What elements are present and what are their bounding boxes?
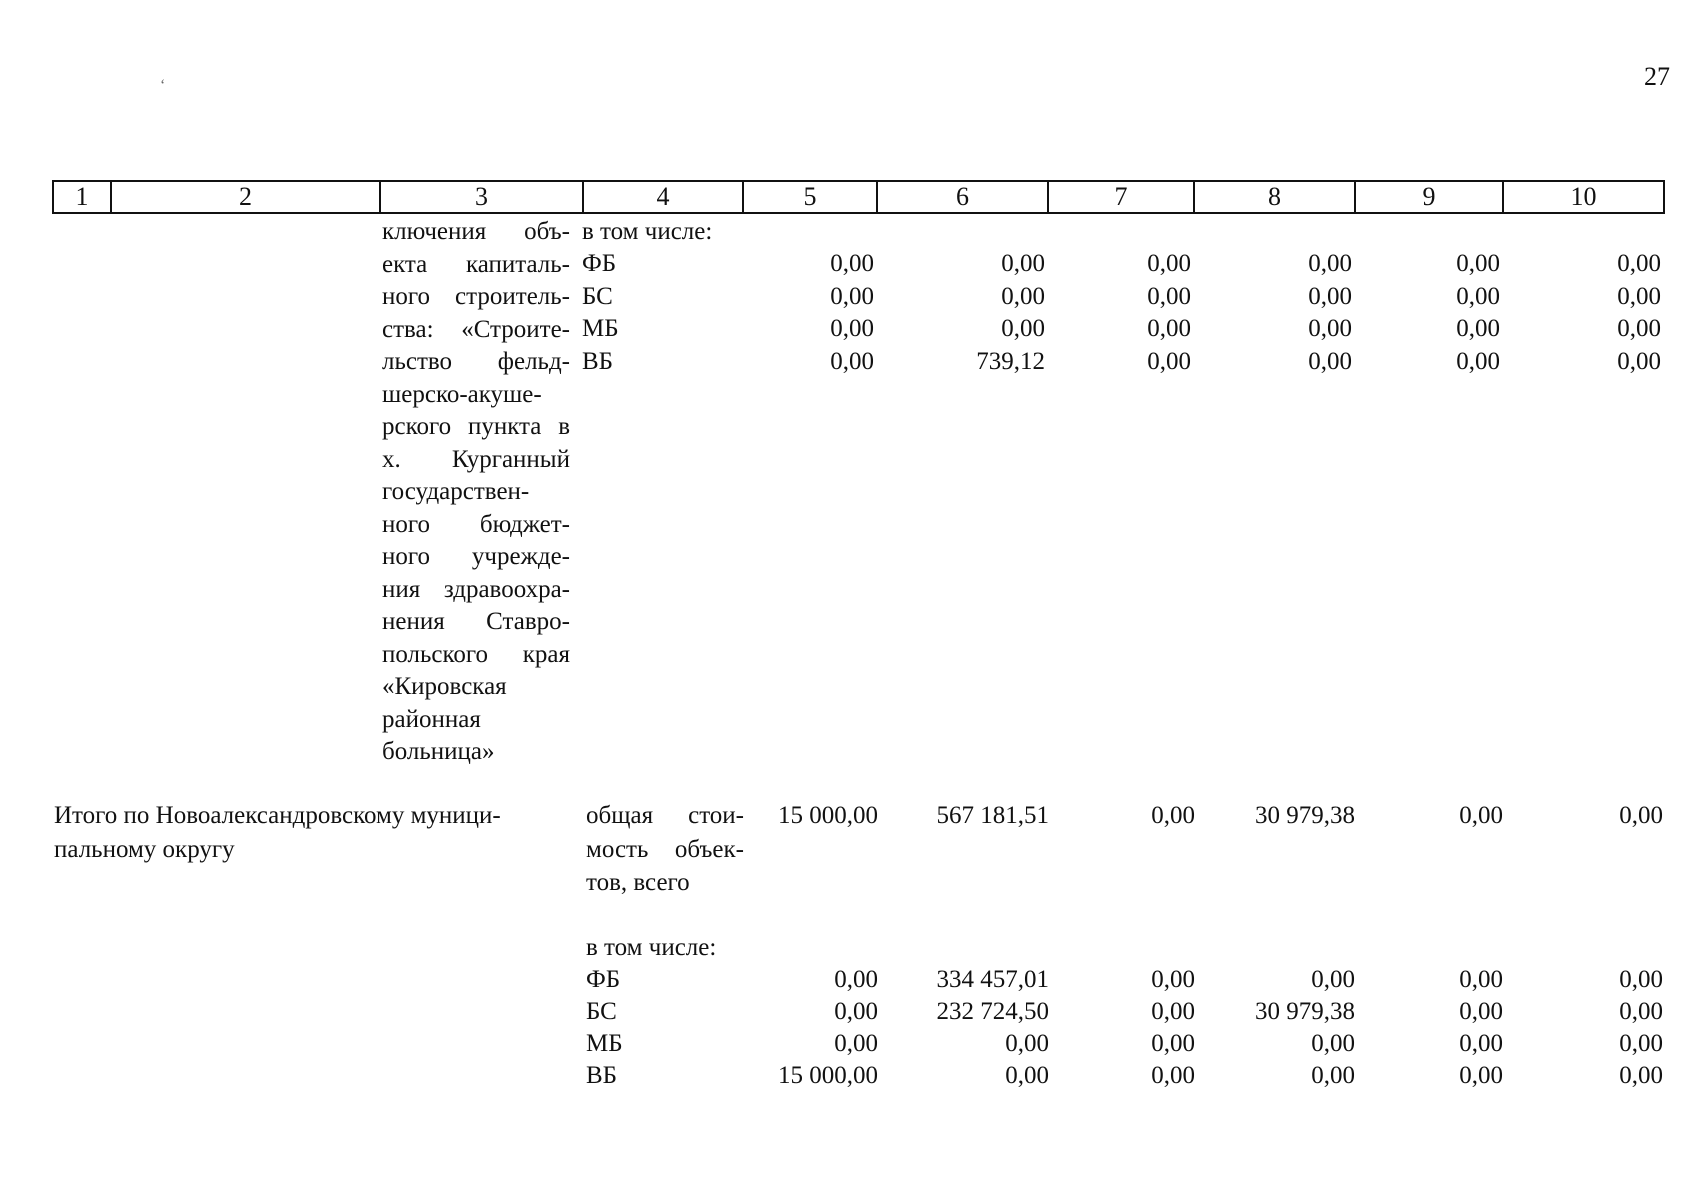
total-value-cell: 0,00 bbox=[1459, 998, 1503, 1025]
total-source-label-bs: БС bbox=[586, 998, 617, 1025]
header-col-8: 8 bbox=[1194, 181, 1355, 213]
total-value-cell: 0,00 bbox=[1459, 966, 1503, 993]
value-cell: 0,00 bbox=[1001, 250, 1045, 277]
total-value-cell: 0,00 bbox=[1459, 802, 1503, 829]
total-value-cell: 15 000,00 bbox=[778, 1062, 878, 1089]
value-cell: 0,00 bbox=[1308, 250, 1352, 277]
total-source-label-vb: ВБ bbox=[586, 1062, 618, 1089]
value-cell: 0,00 bbox=[1147, 348, 1191, 375]
total-value-cell: 0,00 bbox=[834, 998, 878, 1025]
header-col-10: 10 bbox=[1503, 181, 1664, 213]
source-label-fb: ФБ bbox=[582, 250, 617, 277]
total-value-cell: 0,00 bbox=[834, 966, 878, 993]
object-line: больница» bbox=[382, 738, 495, 765]
column-number-header bbox=[52, 180, 1665, 214]
value-cell: 0,00 bbox=[1456, 283, 1500, 310]
total-cost-line: общая стои- bbox=[586, 802, 744, 829]
header-col-5: 5 bbox=[743, 181, 877, 213]
header-col-7: 7 bbox=[1048, 181, 1194, 213]
object-line: шерско-акуше- bbox=[382, 380, 542, 408]
object-line: польского края bbox=[382, 640, 570, 668]
total-value-cell: 0,00 bbox=[1005, 1030, 1049, 1057]
value-cell: 0,00 bbox=[1456, 348, 1500, 375]
value-cell: 0,00 bbox=[830, 348, 874, 375]
object-line: ключения объ- bbox=[382, 218, 570, 245]
total-value-cell: 0,00 bbox=[1619, 998, 1663, 1025]
source-label-mb: МБ bbox=[582, 315, 619, 342]
value-cell: 0,00 bbox=[1308, 283, 1352, 310]
header-col-3: 3 bbox=[380, 181, 583, 213]
total-including-label: в том числе: bbox=[586, 934, 717, 961]
object-line: ства: «Строите- bbox=[382, 315, 570, 343]
total-value-cell: 0,00 bbox=[1459, 1030, 1503, 1057]
value-cell: 0,00 bbox=[1617, 283, 1661, 310]
total-value-cell: 0,00 bbox=[1619, 1030, 1663, 1057]
value-cell: 0,00 bbox=[1617, 250, 1661, 277]
value-cell: 0,00 bbox=[830, 315, 874, 342]
total-value-cell: 0,00 bbox=[1151, 966, 1195, 993]
total-value-cell: 567 181,51 bbox=[936, 802, 1049, 829]
header-col-6: 6 bbox=[877, 181, 1048, 213]
value-cell: 739,12 bbox=[976, 348, 1045, 375]
total-value-cell: 0,00 bbox=[1311, 1062, 1355, 1089]
value-cell: 0,00 bbox=[1617, 348, 1661, 375]
total-value-cell: 0,00 bbox=[1151, 1030, 1195, 1057]
including-label: в том числе: bbox=[582, 218, 713, 245]
object-description bbox=[382, 216, 570, 769]
total-value-cell: 15 000,00 bbox=[778, 802, 878, 829]
object-line: «Кировская bbox=[382, 673, 507, 700]
object-line: нения Ставро- bbox=[382, 608, 570, 635]
header-row bbox=[53, 181, 1664, 213]
object-line: ния здравоохра- bbox=[382, 575, 570, 603]
total-value-cell: 0,00 bbox=[1151, 1062, 1195, 1089]
value-cell: 0,00 bbox=[1001, 315, 1045, 342]
object-line: районная bbox=[382, 705, 481, 733]
total-value-cell: 334 457,01 bbox=[936, 966, 1049, 993]
source-label-bs: БС bbox=[582, 283, 613, 310]
value-cell: 0,00 bbox=[1001, 283, 1045, 310]
value-cell: 0,00 bbox=[830, 250, 874, 277]
value-cell: 0,00 bbox=[1308, 348, 1352, 375]
total-value-cell: 0,00 bbox=[1459, 1062, 1503, 1089]
header-col-1: 1 bbox=[53, 181, 111, 213]
total-value-cell: 30 979,38 bbox=[1255, 998, 1355, 1025]
total-source-label-mb: МБ bbox=[586, 1030, 623, 1057]
total-value-cell: 232 724,50 bbox=[936, 998, 1049, 1025]
object-line: рского пункта в bbox=[382, 413, 570, 440]
total-cost-line: тов, всего bbox=[586, 869, 690, 896]
total-value-cell: 30 979,38 bbox=[1255, 802, 1355, 829]
total-title-line: пальному округу bbox=[54, 836, 235, 863]
total-title-line: Итого по Новоалександровскому муници- bbox=[54, 802, 501, 829]
object-line: екта капиталь- bbox=[382, 250, 570, 278]
stray-mark: ‘ bbox=[160, 77, 166, 94]
total-value-cell: 0,00 bbox=[1311, 966, 1355, 993]
value-cell: 0,00 bbox=[1617, 315, 1661, 342]
total-value-cell: 0,00 bbox=[1619, 966, 1663, 993]
total-source-label-fb: ФБ bbox=[586, 966, 621, 993]
header-col-9: 9 bbox=[1355, 181, 1503, 213]
object-line: льство фельд- bbox=[382, 348, 570, 375]
header-col-2: 2 bbox=[111, 181, 380, 213]
source-label-vb: ВБ bbox=[582, 348, 614, 375]
value-cell: 0,00 bbox=[1147, 283, 1191, 310]
object-line: х. Курганный bbox=[382, 445, 570, 473]
total-value-cell: 0,00 bbox=[1005, 1062, 1049, 1089]
object-line: ного строитель- bbox=[382, 283, 570, 310]
object-line: государствен- bbox=[382, 478, 530, 505]
total-value-cell: 0,00 bbox=[1619, 1062, 1663, 1089]
value-cell: 0,00 bbox=[830, 283, 874, 310]
total-value-cell: 0,00 bbox=[1151, 802, 1195, 829]
total-value-cell: 0,00 bbox=[1151, 998, 1195, 1025]
value-cell: 0,00 bbox=[1147, 315, 1191, 342]
total-value-cell: 0,00 bbox=[1311, 1030, 1355, 1057]
object-line: ного учрежде- bbox=[382, 543, 570, 570]
header-col-4: 4 bbox=[583, 181, 743, 213]
object-line: ного бюджет- bbox=[382, 510, 570, 538]
value-cell: 0,00 bbox=[1147, 250, 1191, 277]
total-value-cell: 0,00 bbox=[834, 1030, 878, 1057]
total-value-cell: 0,00 bbox=[1619, 802, 1663, 829]
value-cell: 0,00 bbox=[1456, 315, 1500, 342]
value-cell: 0,00 bbox=[1456, 250, 1500, 277]
page-number: 27 bbox=[1644, 62, 1670, 91]
total-cost-line: мость объек- bbox=[586, 836, 744, 863]
value-cell: 0,00 bbox=[1308, 315, 1352, 342]
